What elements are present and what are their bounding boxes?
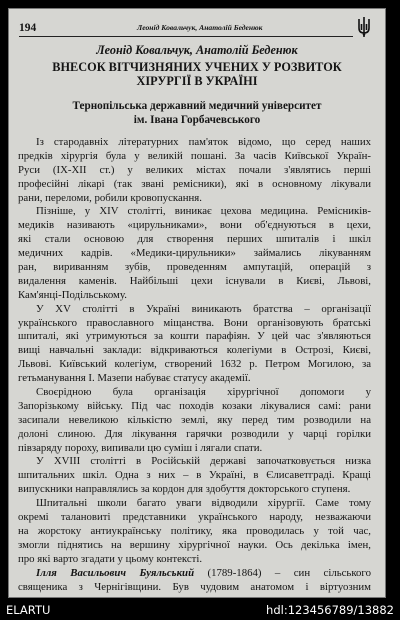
text-line: ран, вириванням зубів, проведенням ампутацій, операцій з: [18, 261, 371, 274]
text-line: медичних кадрів. «Медики-цирульники» займались лікуванням: [18, 247, 371, 260]
text-line: Запорізькому війську. Під час походів козаки лікувалися самі: рани: [18, 399, 371, 412]
title-line: ВНЕСОК ВІТЧИЗНЯНИХ УЧЕНИХ У РОЗВИТОК: [52, 60, 342, 74]
text-line: засипали невеликою кількістю землі, яку перед тим розводили на: [18, 413, 371, 426]
text-line: про які варто згадати у цьому контексті.: [18, 552, 203, 565]
text-line: півзаряду пороху, випивали цю суміш і лягали спати.: [18, 441, 263, 454]
text-line: на жорстоку антиукраїнську політику, яка проводилась у той час,: [18, 524, 371, 537]
affiliation-line: Тернопільська державний медичний університет: [72, 100, 322, 112]
article-body: [18, 136, 371, 594]
text-line: які стали основою для створення перших шпиталів і шкіл: [18, 233, 371, 246]
text-line: змогли піднятись на вершину хірургічної науки. Ось декілька імен,: [18, 538, 371, 551]
text-line: предків хірургія була у великій пошані. За часів Київської Україн-: [18, 149, 371, 162]
text-line: окремі талановиті представники українського народу, незважаючи: [18, 511, 371, 524]
title-line: ХІРУРГІЇ В УКРАЇНІ: [136, 73, 258, 88]
article-title: [9, 61, 385, 88]
text-line: Руси (IX-XII ст.) у великих містах почали з'являтись перші: [18, 163, 371, 176]
text-line: українського православного міщанства. Вони організовують братські: [18, 316, 371, 329]
text-line: рани, переломи, робили кровопускання.: [18, 191, 202, 204]
text-line: священика з Чернігівщини. Був чудовим анатомом і віртуозним: [18, 580, 371, 593]
text-line: шпитальних шкіл. Одна з них – в Україні, в Єлисаветграді. Кращі: [18, 469, 371, 482]
text-line: Із стародавніх літературних пам'яток відомо, що серед наших: [36, 136, 371, 148]
text-line: видалення каменів. Найбільші цехи існували в Києві, Львові,: [18, 274, 371, 287]
affiliation-line: ім. Івана Горбачевського: [133, 113, 261, 126]
text-line: Шпитальні школи багато уваги відводили хірургії. Саме тому: [36, 497, 371, 510]
running-header: [19, 16, 371, 38]
footer-bar: [0, 600, 400, 620]
text-line: Пізніше, у XIV столітті, виникає цехова медицина. Ремісників-: [36, 205, 371, 218]
article-authors: Леонід Ковальчук, Анатолій Беденюк: [96, 43, 298, 57]
text-line: гетьманування І. Мазепи набуває статусу академії.: [18, 372, 251, 385]
text-line: випускники направлялись за кордон для здобуття докторського ступеня.: [18, 483, 351, 496]
text-line: [18, 567, 371, 581]
book-page: [8, 8, 386, 598]
footer-handle: hdl:123456789/13882: [266, 603, 394, 617]
affiliation: [9, 100, 385, 127]
text-line: У XVIII столітті в Російській державі започатковується низка: [36, 455, 371, 468]
page-number: 194: [19, 22, 37, 34]
person-name: Ілля Васильович Буяльський: [36, 566, 195, 579]
trident-emblem-icon: [357, 16, 371, 38]
text-line: Львові. Київський колегіум, створений 1632 р. Петром Могилою, за: [18, 358, 371, 371]
text-line: шпиталі, які утримуються за кошти парафіян. У цей час з'являються: [18, 330, 371, 343]
text-line: медиків називають «цирульниками», вони об'єднуються в цехи,: [18, 219, 371, 232]
footer-source: ELARTU: [6, 603, 51, 617]
text-line: професійні лікарі (так звані ремісники), які в основному лікували: [18, 177, 371, 190]
text-line: вищі навчальні заклади: відкриваються колегіуми в Острозі, Києві,: [18, 344, 371, 357]
text-line: долоні слиною. Для лікування гарячки розводили у чарці горілки: [18, 427, 371, 440]
text-fragment: (1789-1864) – син сільського: [207, 566, 371, 579]
text-line: Своєрідною була організація хірургічної допомоги у: [36, 386, 371, 399]
text-line: Кам'янці-Подільському.: [18, 288, 127, 301]
header-rule: [19, 36, 353, 37]
text-line: У XV столітті в Україні виникають братства – організації: [36, 302, 371, 315]
running-title: Леонід Ковальчук, Анатолій Беденюк: [137, 23, 263, 32]
